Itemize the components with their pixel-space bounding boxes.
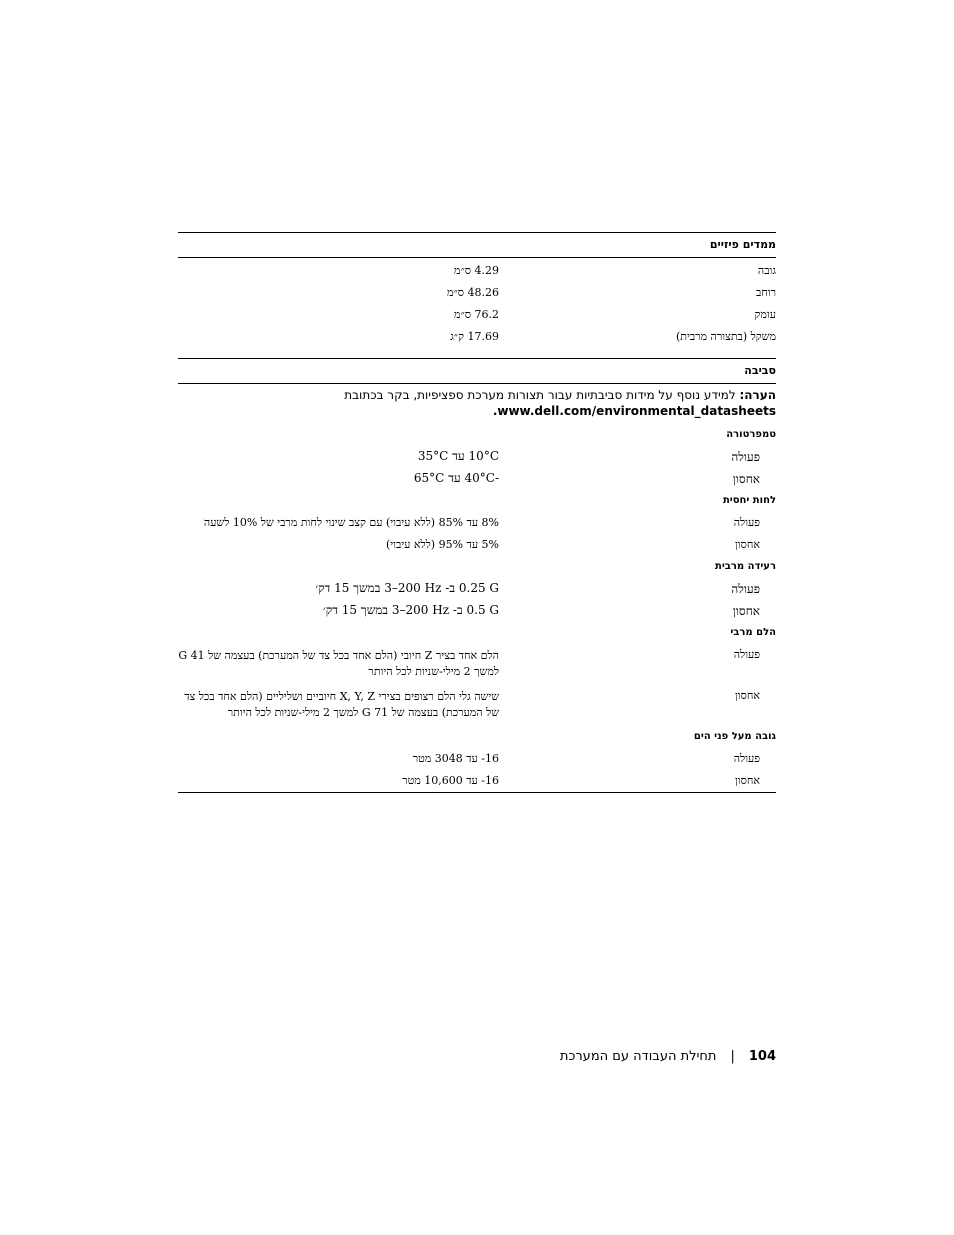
note-label: הערה:: [739, 388, 776, 402]
row-label: אחסון: [732, 604, 760, 618]
row-value: ‎-16‏ עד 3048 מטר: [412, 752, 499, 765]
table-row: [178, 282, 776, 304]
row-label: רוחב: [755, 286, 776, 299]
row-label: פעולה: [731, 582, 760, 596]
table-row: [178, 326, 776, 348]
row-label: אחסון: [735, 689, 760, 702]
table-row: [178, 446, 776, 468]
subsection-title-shock: הלם מרבי: [730, 627, 776, 638]
chapter-title: תחילת העבודה עם המערכת: [559, 1049, 717, 1064]
table-row: [178, 748, 776, 770]
table-row: [178, 468, 776, 490]
subsection-title-altitude: גובה מעל פני הים: [693, 731, 776, 742]
table-bottom-rule: [178, 792, 776, 793]
row-label: אחסון: [732, 472, 760, 486]
row-label: אחסון: [735, 774, 760, 787]
page-number: 104: [748, 1049, 776, 1064]
section-title-environment: סביבה: [178, 359, 776, 384]
row-value: 48.26 ס״מ: [447, 286, 499, 299]
row-value: ‎-16‏ עד 10,600 מטר: [402, 774, 499, 787]
row-value: ‎0.25 G‏ ב- ‎3–200 Hz‏ במשך 15 דק׳: [315, 581, 499, 595]
row-label: פעולה: [733, 516, 760, 529]
footer-separator: |: [730, 1049, 735, 1064]
subsection-title-vibration: רעידה מרבית: [715, 561, 776, 572]
row-value: 8% עד 85% (ללא עיבוי) עם קצב שינוי לחות מרבי של 10% לשעה: [203, 516, 499, 529]
row-value: 10°C עד 35°C: [417, 449, 499, 463]
table-row: [178, 644, 776, 685]
row-label: משקל (בתצורה מרבית): [675, 330, 776, 343]
row-value: 17.69 ק״ג: [450, 330, 499, 343]
table-row: [178, 600, 776, 622]
row-label: פעולה: [733, 752, 760, 765]
table-row: [178, 512, 776, 534]
row-value: ‎0.5 G‏ ב- ‎3–200 Hz‏ במשך 15 דק׳: [322, 603, 499, 617]
section-title-physical: ממדים פיזיים: [178, 233, 776, 258]
spec-table: [178, 232, 776, 793]
table-row: [178, 685, 776, 726]
row-label: עומק: [754, 308, 776, 321]
subsection-title-humidity: לחות יחסית: [722, 495, 776, 506]
row-label: אחסון: [735, 538, 760, 551]
table-row: [178, 534, 776, 556]
page-footer: [178, 1048, 776, 1066]
row-value: הלם אחד בציר Z חיובי (הלם אחד בכל צד של המערכת) בעצמה של 41 G למשך 2 מילי-שניות לכל היותר: [178, 649, 499, 678]
row-value: שישה גלי הלם רצופים בצירי X, Y, Z חיוביים ושליליים (הלם אחד בכל צד של המערכת) בעצמה של 71 G למשך 2 מילי-שניות לכל היותר: [184, 690, 499, 719]
row-label: גובה: [757, 264, 776, 277]
row-value: 76.2 ס״מ: [454, 308, 499, 321]
row-value: 5% עד 95% (ללא עיבוי): [386, 538, 499, 551]
row-label: פעולה: [733, 648, 760, 661]
table-row: [178, 578, 776, 600]
datasheets-link[interactable]: www.dell.com/environmental_datasheets.: [492, 404, 776, 418]
table-row: [178, 304, 776, 326]
environment-note: [178, 384, 776, 424]
table-row: [178, 260, 776, 282]
subsection-title-temperature: טמפרטורה: [726, 429, 776, 440]
row-value: -40°C עד 65°C: [413, 471, 499, 485]
note-text: למידע נוסף על מידות סביבתיות עבור תצורות מערכת ספציפיות, בקר בכתובת: [344, 388, 736, 402]
row-label: פעולה: [731, 450, 760, 464]
row-value: 4.29 ס״מ: [454, 264, 499, 277]
table-row: [178, 770, 776, 792]
